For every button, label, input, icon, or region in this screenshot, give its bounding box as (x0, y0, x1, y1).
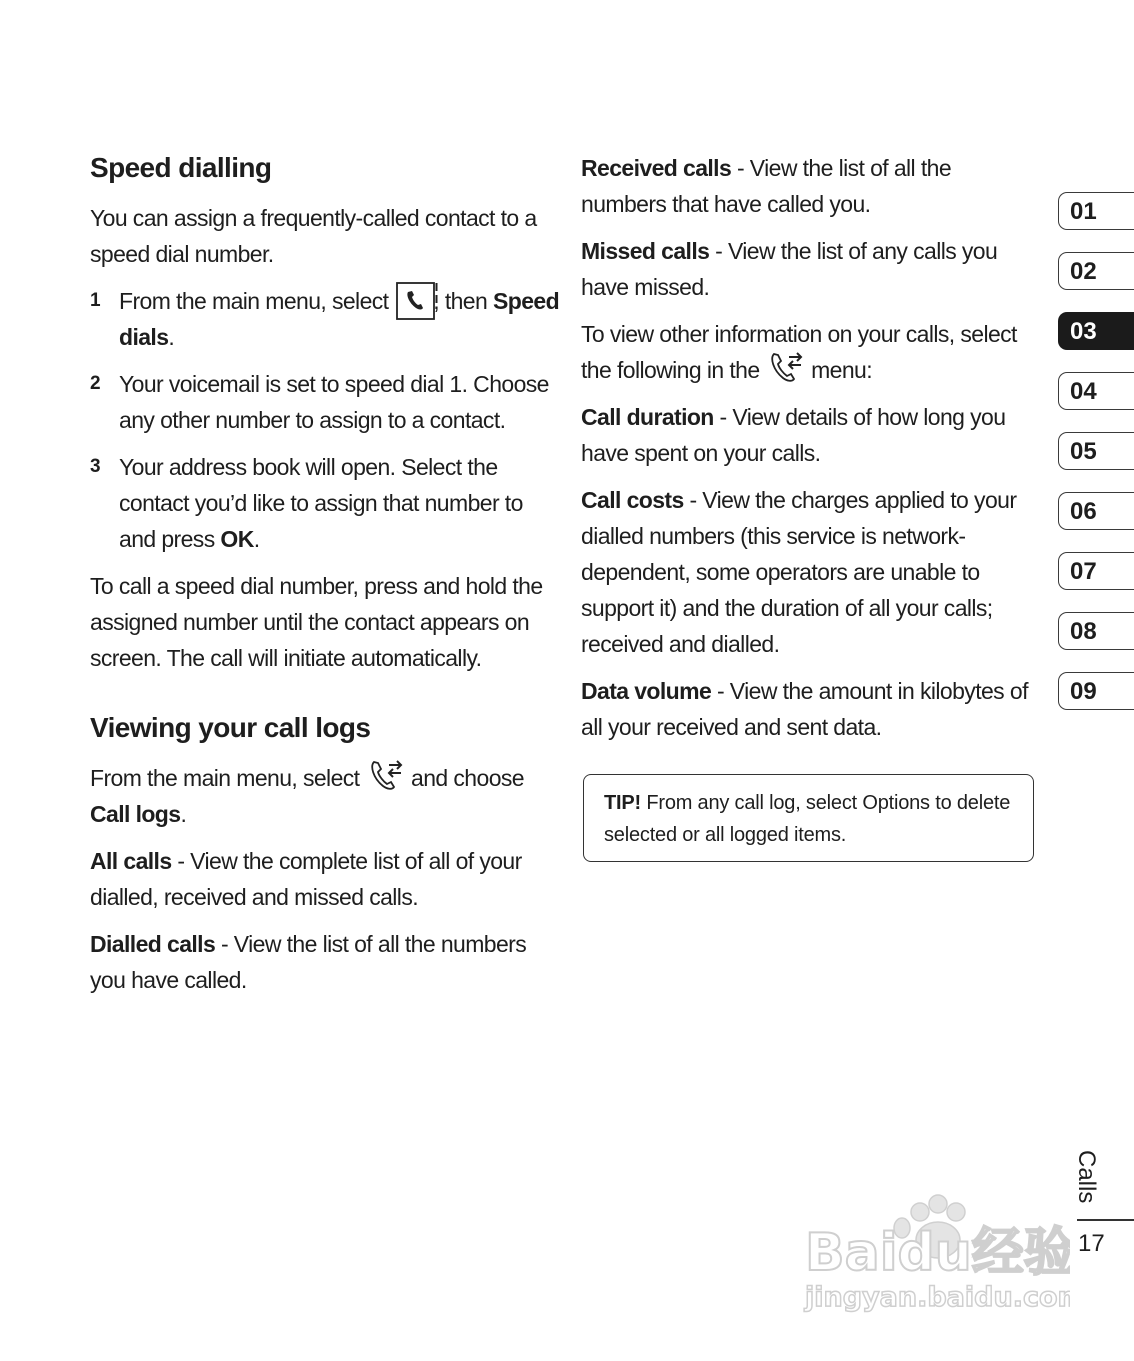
call-logs-icon (767, 350, 803, 386)
chapter-tab-05[interactable]: 05 (1058, 432, 1134, 470)
chapter-tab-07[interactable]: 07 (1058, 552, 1134, 590)
step-1 (90, 283, 560, 355)
call-logs-label: Call logs (90, 801, 181, 827)
speed-dialling-heading: Speed dialling (90, 152, 272, 183)
received-calls-term: Received calls (581, 155, 732, 181)
intro-text: and choose (405, 765, 524, 791)
baidu-watermark (800, 1190, 1070, 1320)
dialled-calls-term: Dialled calls (90, 931, 216, 957)
chapter-tabs (1058, 192, 1134, 732)
missed-calls-desc: - View the list of any calls you have missed. (581, 238, 998, 300)
step-3 (90, 449, 560, 557)
section-label: Calls (1073, 1150, 1100, 1204)
step-number: 1 (90, 290, 100, 311)
step-text: , then (433, 288, 493, 314)
chapter-tab-01[interactable]: 01 (1058, 192, 1134, 230)
other-info-text (581, 316, 1041, 388)
call-duration-entry (581, 399, 1041, 471)
call-duration-term: Call duration (581, 404, 714, 430)
dialled-calls-desc: - View the list of all the numbers you have called. (90, 931, 527, 993)
right-column (581, 150, 1041, 756)
tip-text: From any call log, select Options to delete selected or all logged items. (604, 792, 1011, 846)
phone-in-box-icon (396, 281, 432, 319)
call-duration-desc: - View details of how long you have spent on your calls. (581, 404, 1006, 466)
step-text: . (253, 526, 260, 552)
dialled-calls-entry (90, 926, 560, 998)
intro-text: From the main menu, select (90, 765, 366, 791)
received-calls-desc: - View the list of all the numbers that have called you. (581, 155, 952, 217)
svg-text:jingyan.baidu.com: jingyan.baidu.com (805, 1282, 1070, 1313)
step-text: Your voicemail is set to speed dial 1. Choose any other number to assign to a contact. (119, 371, 549, 433)
step-number: 3 (90, 456, 100, 477)
other-info-pre: To view other information on your calls, select the following in the (581, 321, 1017, 383)
call-logs-heading: Viewing your call logs (90, 712, 371, 743)
chapter-tab-09[interactable]: 09 (1058, 672, 1134, 710)
received-calls-entry (581, 150, 1041, 222)
step-text: Your address book will open. Select the contact you’d like to assign that number to and press (119, 454, 523, 552)
all-calls-desc: - View the complete list of all of your dialled, received and missed calls. (90, 848, 522, 910)
speed-dialling-intro: You can assign a frequently-called contact to a speed dial number. (90, 205, 537, 267)
speed-dial-call-instructions: To call a speed dial number, press and hold the assigned number until the contact appears on screen. The call will initiate automatically. (90, 573, 543, 671)
page-number: 17 (1078, 1230, 1105, 1257)
call-logs-icon (367, 758, 403, 794)
tip-box (583, 774, 1034, 862)
data-volume-desc: - View the amount in kilobytes of all your received and sent data. (581, 678, 1028, 740)
call-costs-entry (581, 482, 1041, 662)
data-volume-term: Data volume (581, 678, 712, 704)
call-costs-desc: - View the charges applied to your dialled numbers (this service is network-dependent, some operators are unable to support it) and the duration of all your calls; received and dialled. (581, 487, 1017, 657)
step-text: . (168, 324, 175, 350)
chapter-tab-08[interactable]: 08 (1058, 612, 1134, 650)
chapter-tab-06[interactable]: 06 (1058, 492, 1134, 530)
speed-dials-label: Speed dials (119, 288, 560, 350)
call-costs-term: Call costs (581, 487, 684, 513)
missed-calls-term: Missed calls (581, 238, 710, 264)
data-volume-entry (581, 673, 1041, 745)
all-calls-entry (90, 843, 560, 915)
svg-text:Baidu经验: Baidu经验 (805, 1223, 1070, 1283)
call-logs-intro (90, 760, 560, 832)
left-column (90, 150, 560, 1009)
chapter-tab-02[interactable]: 02 (1058, 252, 1134, 290)
intro-text: . (180, 801, 187, 827)
ok-label: OK (220, 526, 254, 552)
step-text: From the main menu, select (119, 288, 395, 314)
other-info-post: menu: (805, 357, 873, 383)
step-number: 2 (90, 373, 100, 394)
step-2 (90, 366, 560, 438)
tip-label: TIP! (604, 792, 641, 814)
chapter-tab-04[interactable]: 04 (1058, 372, 1134, 410)
all-calls-term: All calls (90, 848, 172, 874)
footer-divider (1077, 1219, 1134, 1221)
missed-calls-entry (581, 233, 1041, 305)
chapter-tab-03[interactable]: 03 (1058, 312, 1134, 350)
